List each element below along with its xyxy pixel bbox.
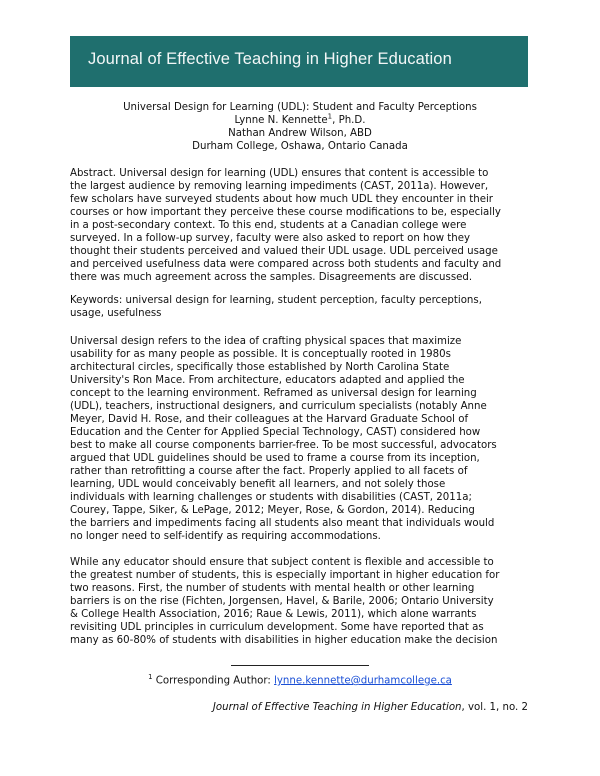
- footer-journal-name: Journal of Effective Teaching in Higher Education: [212, 702, 462, 713]
- text-line: the greatest number of students, this is especially important in higher education for: [70, 570, 500, 581]
- text-line: surveyed. In a follow-up survey, faculty were also asked to report on how they: [70, 233, 471, 244]
- text-line: no longer need to self-identify as requiring accommodations.: [70, 531, 381, 542]
- footnote-marker: 1: [148, 673, 153, 681]
- article-title: Universal Design for Learning (UDL): Student and Faculty Perceptions: [123, 102, 477, 113]
- text-line: Courey, Tappe, Siker, & LePage, 2012; Meyer, Rose, & Gordon, 2014). Reducing: [70, 505, 475, 516]
- text-line: & College Health Association, 2016; Raue & Lewis, 2011), which alone warrants: [70, 609, 477, 620]
- author-line-1: [70, 114, 530, 127]
- text-line: Abstract. Universal design for learning (UDL) ensures that content is accessible to: [70, 168, 489, 179]
- footer-issue: , vol. 1, no. 2: [461, 702, 528, 713]
- author-1-name: Lynne N. Kennette: [234, 115, 328, 126]
- text-line: architectural circles, specifically those established by North Carolina State: [70, 362, 450, 373]
- footnote-label: Corresponding Author:: [152, 675, 275, 687]
- footnote: [0, 673, 600, 686]
- text-line: barriers is on the rise (Fichten, Jorgensen, Havel, & Barile, 2006; Ontario University: [70, 596, 494, 607]
- text-line: concept to the learning environment. Reframed as universal design for learning: [70, 388, 477, 399]
- journal-banner: [70, 36, 528, 87]
- text-line: While any educator should ensure that subject content is flexible and accessible to: [70, 557, 494, 568]
- text-line: learning, UDL would conceivably benefit all learners, and not solely those: [70, 479, 446, 490]
- affiliation: Durham College, Oshawa, Ontario Canada: [192, 141, 408, 152]
- text-line: few scholars have surveyed students about how much UDL they encounter in their: [70, 194, 494, 205]
- text-line: Universal design refers to the idea of crafting physical spaces that maximize: [70, 336, 462, 347]
- page-footer: [213, 702, 528, 713]
- text-line: in a post-secondary context. To this end, students at a Canadian college were: [70, 220, 467, 231]
- author-line-2: Nathan Andrew Wilson, ABD: [228, 128, 372, 139]
- text-line: Education and the Center for Applied Special Technology, CAST) considered how: [70, 427, 481, 438]
- text-line: rather than retrofitting a course after the fact. Properly applied to all facets of: [70, 466, 468, 477]
- keywords-paragraph: [70, 294, 530, 320]
- text-line: argued that UDL guidelines should be used to frame a course from its inception,: [70, 453, 480, 464]
- text-line: University's Ron Mace. From architecture, educators adapted and applied the: [70, 375, 465, 386]
- text-line: revisiting UDL principles in curriculum development. Some have reported that as: [70, 622, 484, 633]
- text-line: two reasons. First, the number of students with mental health or other learning: [70, 583, 475, 594]
- text-line: usability for as many people as possible. It is conceptually rooted in 1980s: [70, 349, 451, 360]
- text-line: courses or how important they perceive these course modifications to be, especially: [70, 207, 501, 218]
- body-paragraph-1: [70, 335, 530, 543]
- text-line: (UDL), teachers, instructional designers, and curriculum specialists (notably Anne: [70, 401, 487, 412]
- text-line: the barriers and impediments facing all students also meant that individuals would: [70, 518, 495, 529]
- text-line: the largest audience by removing learning impediments (CAST, 2011a). However,: [70, 181, 489, 192]
- abstract-paragraph: [70, 167, 530, 284]
- corresponding-email-link[interactable]: lynne.kennette@durhamcollege.ca: [274, 675, 452, 687]
- article-header: [70, 101, 530, 153]
- footnote-divider: [231, 665, 369, 666]
- text-line: best to make all course components barrier-free. To be most successful, advocators: [70, 440, 497, 451]
- text-line: there was much agreement across the samples. Disagreements are discussed.: [70, 272, 473, 283]
- body-paragraph-2: [70, 556, 530, 647]
- author-1-footnote-marker: 1: [327, 112, 333, 121]
- text-line: Keywords: universal design for learning, student perception, faculty perceptions,: [70, 295, 482, 306]
- text-line: usage, usefulness: [70, 308, 162, 319]
- author-1-degree: , Ph.D.: [332, 115, 366, 126]
- text-line: many as 60-80% of students with disabilities in higher education make the decision: [70, 635, 498, 646]
- text-line: Meyer, David H. Rose, and their colleagues at the Harvard Graduate School of: [70, 414, 469, 425]
- text-line: individuals with learning challenges or students with disabilities (CAST, 2011a;: [70, 492, 472, 503]
- text-line: thought their students perceived and valued their UDL usage. UDL perceived usage: [70, 246, 498, 257]
- text-line: and perceived usefulness data were compared across both students and faculty and: [70, 259, 502, 270]
- journal-banner-title: Journal of Effective Teaching in Higher Education: [88, 50, 452, 68]
